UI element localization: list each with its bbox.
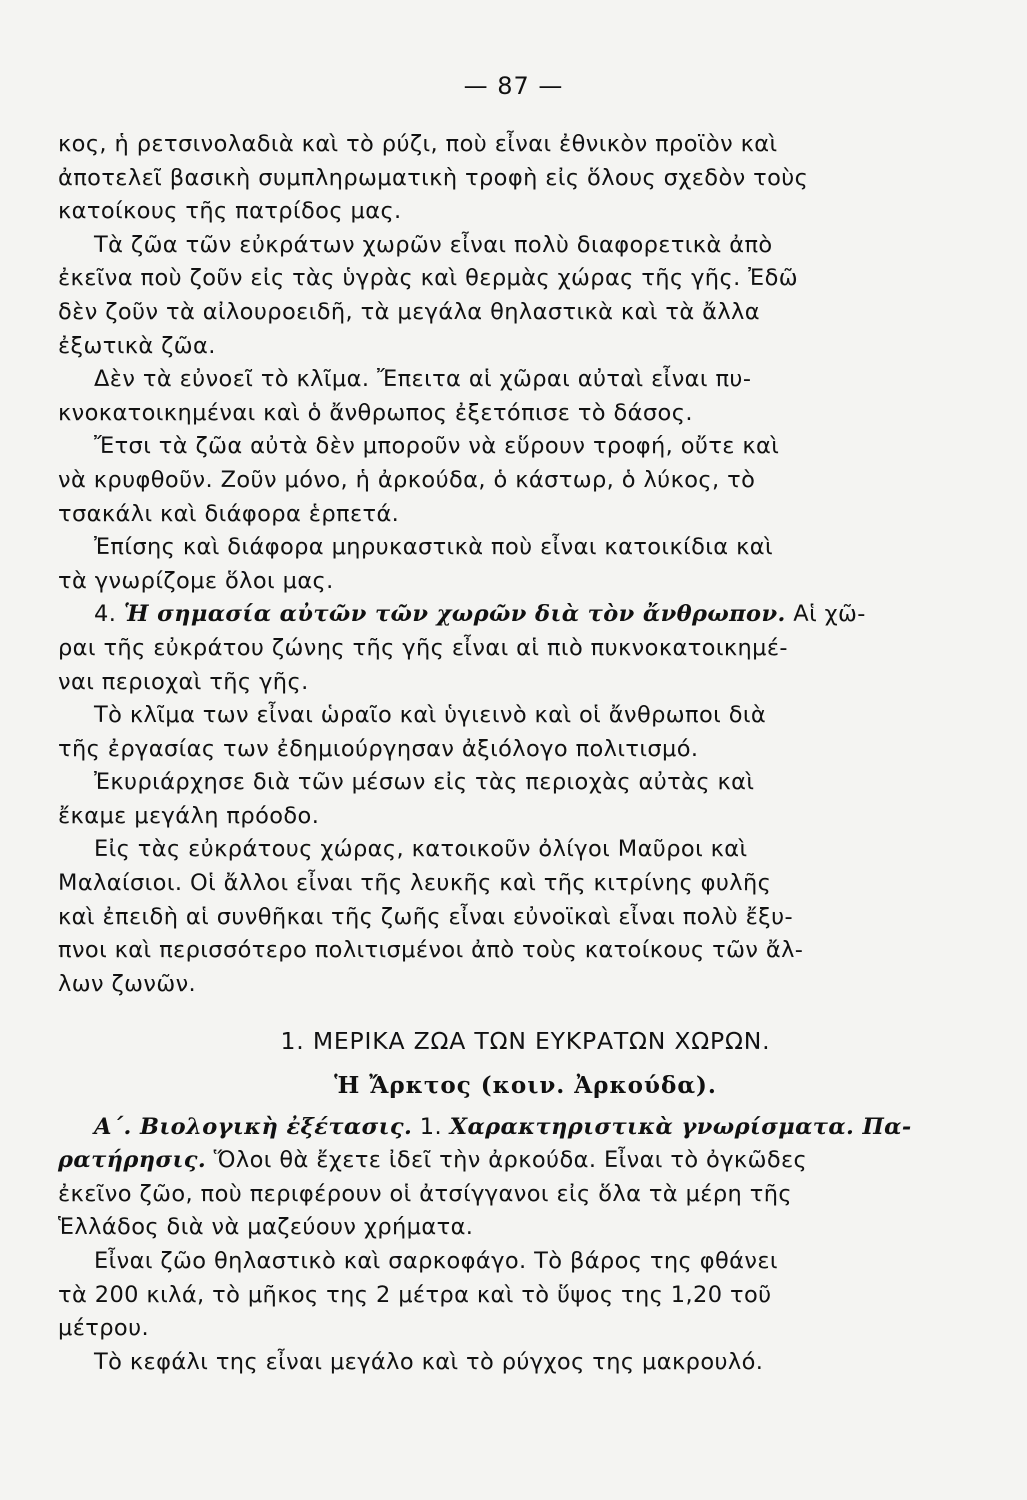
text-line: κνοκατοικημέναι καὶ ὁ ἄνθρωπος ἐξετόπισε τὸ δάσος. — [58, 399, 693, 426]
text-line: ραι τῆς εὐκράτου ζώνης τῆς γῆς εἶναι αἱ πιὸ πυκνοκατοικημέ- — [58, 634, 788, 661]
text-line: καὶ ἐπειδὴ αἱ συνθῆκαι τῆς ζωῆς εἶναι εὐνοϊκαὶ εἶναι πολὺ ἔξυ- — [58, 903, 794, 930]
item-title-cont: ρατήρησις. — [58, 1147, 207, 1174]
subsection-a-line — [58, 1111, 993, 1145]
subsection-label: Α΄. Βιολογικὴ ἐξέτασις. — [94, 1113, 413, 1140]
text-line: λων ζωνῶν. — [58, 970, 197, 997]
text-line: κατοίκους τῆς πατρίδος μας. — [58, 198, 402, 225]
text-line: Ἔτσι τὰ ζῶα αὐτὰ δὲν μποροῦν νὰ εὕρουν τροφή, οὔτε καὶ — [94, 433, 780, 460]
section-number: 4. — [94, 601, 124, 628]
text-line: Εἰς τὰς εὐκράτους χώρας, κατοικοῦν ὀλίγοι Μαῦροι καὶ — [94, 836, 748, 863]
section-4-line — [58, 598, 993, 632]
text-line: ἐξωτικὰ ζῶα. — [58, 332, 216, 359]
subsection-heading: Ἡ Ἄρκτος (κοιν. Ἀρκούδα). — [334, 1072, 717, 1100]
text-line: ναι περιοχαὶ τῆς γῆς. — [58, 668, 309, 695]
text-line: Ἐκυριάρχησε διὰ τῶν μέσων εἰς τὰς περιοχὰς αὐτὰς καὶ — [94, 769, 755, 796]
text-line: ἐκεῖνα ποὺ ζοῦν εἰς τὰς ὑγρὰς καὶ θερμὰς χώρας τῆς γῆς. Ἐδῶ — [58, 265, 798, 292]
text-line: ἐκεῖνο ζῶο, ποὺ περιφέρουν οἱ ἀτσίγγανοι εἰς ὅλα τὰ μέρη τῆς — [58, 1180, 792, 1207]
text-line: δὲν ζοῦν τὰ αἰλουροειδῆ, τὰ μεγάλα θηλαστικὰ καὶ τὰ ἄλλα — [58, 298, 760, 325]
text-line: Μαλαίσιοι. Οἱ ἄλλοι εἶναι τῆς λευκῆς καὶ τῆς κιτρίνης φυλῆς — [58, 870, 772, 897]
text-line: πνοι καὶ περισσότερο πολιτισμένοι ἀπὸ τοὺς κατοίκους τῶν ἄλ- — [58, 937, 804, 964]
text-line: ἔκαμε μεγάλη πρόοδο. — [58, 802, 320, 829]
text-line: Τὸ κλῖμα των εἶναι ὡραῖο καὶ ὑγιεινὸ καὶ οἱ ἄνθρωποι διὰ — [94, 702, 767, 729]
section-title: Ἡ σημασία αὐτῶν τῶν χωρῶν διὰ τὸν ἄνθρωπον. — [123, 601, 786, 628]
text-line: κος, ἡ ρετσινολαδιὰ καὶ τὸ ρύζι, ποὺ εἶναι ἐθνικὸν προϊὸν καὶ — [58, 131, 778, 157]
text-line: τῆς ἐργασίας των ἐδημιούργησαν ἀξιόλογο πολιτισμό. — [58, 735, 699, 762]
text-line: Ἐπίσης καὶ διάφορα μηρυκαστικὰ ποὺ εἶναι κατοικίδια καὶ — [94, 534, 773, 561]
page-number: — 87 — — [463, 72, 564, 100]
text-line: τὰ γνωρίζομε ὅλοι μας. — [58, 567, 334, 594]
chapter-heading: 1. ΜΕΡΙΚΑ ΖΩΑ ΤΩΝ ΕΥΚΡΑΤΩΝ ΧΩΡΩΝ. — [280, 1027, 771, 1056]
text-line: Ἑλλάδος διὰ νὰ μαζεύουν χρήματα. — [58, 1214, 474, 1241]
text-span: Ὅλοι θὰ ἔχετε ἰδεῖ τὴν ἀρκούδα. Εἶναι τὸ ὀγκῶδες — [213, 1147, 808, 1174]
text-line: τσακάλι καὶ διάφορα ἑρπετά. — [58, 500, 400, 527]
text-line: Τὸ κεφάλι της εἶναι μεγάλο καὶ τὸ ρύγχος της μακρουλό. — [94, 1348, 764, 1375]
text-line: Δὲν τὰ εὐνοεῖ τὸ κλῖμα. Ἔπειτα αἱ χῶραι αὐταὶ εἶναι πυ- — [94, 366, 752, 393]
text-line: Εἶναι ζῶο θηλαστικὸ καὶ σαρκοφάγο. Τὸ βάρος της φθάνει — [94, 1248, 778, 1274]
text-line: Τὰ ζῶα τῶν εὐκράτων χωρῶν εἶναι πολὺ διαφορετικὰ ἀπὸ — [94, 231, 773, 258]
text-span: Αἱ χῶ- — [793, 601, 866, 628]
item-number: 1. — [412, 1113, 450, 1140]
item-title: Χαρακτηριστικὰ γνωρίσματα. Πα- — [449, 1113, 912, 1140]
text-line: ἀποτελεῖ βασικὴ συμπληρωματικὴ τροφὴ εἰς ὅλους σχεδὸν τοὺς — [58, 164, 809, 191]
page-body — [58, 128, 993, 1379]
subsection-a-line2 — [58, 1144, 993, 1178]
text-line: μέτρου. — [58, 1315, 150, 1342]
text-line: νὰ κρυφθοῦν. Ζοῦν μόνο, ἡ ἀρκούδα, ὁ κάστωρ, ὁ λύκος, τὸ — [58, 466, 756, 493]
text-line: τὰ 200 κιλά, τὸ μῆκος της 2 μέτρα καὶ τὸ ὕψος της 1,20 τοῦ — [58, 1281, 772, 1308]
